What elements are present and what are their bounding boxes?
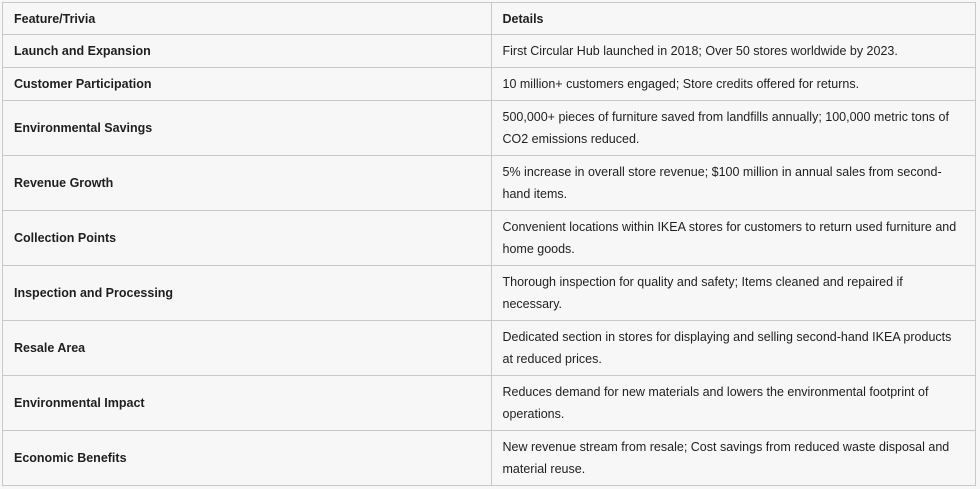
row-details: Dedicated section in stores for displaying and selling second-hand IKEA products at reduced prices. bbox=[491, 321, 975, 376]
row-details: 5% increase in overall store revenue; $100 million in annual sales from second-hand items. bbox=[491, 156, 975, 211]
row-feature: Economic Benefits bbox=[14, 451, 127, 465]
row-details: 10 million+ customers engaged; Store credits offered for returns. bbox=[491, 68, 975, 101]
feature-details-table bbox=[3, 3, 975, 485]
row-feature: Customer Participation bbox=[3, 68, 491, 101]
row-feature: Revenue Growth bbox=[3, 156, 491, 211]
row-details: New revenue stream from resale; Cost savings from reduced waste disposal and material reuse. bbox=[491, 431, 975, 486]
table-row bbox=[3, 156, 975, 211]
row-details: 500,000+ pieces of furniture saved from landfills annually; 100,000 metric tons of CO2 emissions reduced. bbox=[491, 101, 975, 156]
row-details: Reduces demand for new materials and lowers the environmental footprint of operations. bbox=[491, 376, 975, 431]
table-row bbox=[3, 431, 975, 486]
row-feature: Environmental Savings bbox=[3, 101, 491, 156]
table-row bbox=[3, 68, 975, 101]
row-feature: Inspection and Processing bbox=[3, 266, 491, 321]
row-feature: Launch and Expansion bbox=[3, 35, 491, 68]
header-details: Details bbox=[491, 3, 975, 35]
table-row bbox=[3, 211, 975, 266]
table-header-row bbox=[3, 3, 975, 35]
row-details: Convenient locations within IKEA stores for customers to return used furniture and home goods. bbox=[491, 211, 975, 266]
header-feature: Feature/Trivia bbox=[3, 3, 491, 35]
table-row bbox=[3, 376, 975, 431]
data-table-container bbox=[2, 2, 976, 486]
row-details: Thorough inspection for quality and safety; Items cleaned and repaired if necessary. bbox=[491, 266, 975, 321]
row-feature: Collection Points bbox=[3, 211, 491, 266]
row-feature: Environmental Impact bbox=[3, 376, 491, 431]
table-row bbox=[3, 101, 975, 156]
row-feature: Resale Area bbox=[3, 321, 491, 376]
row-details: First Circular Hub launched in 2018; Over 50 stores worldwide by 2023. bbox=[491, 35, 975, 68]
table-row bbox=[3, 35, 975, 68]
table-row bbox=[3, 321, 975, 376]
table-row bbox=[3, 266, 975, 321]
